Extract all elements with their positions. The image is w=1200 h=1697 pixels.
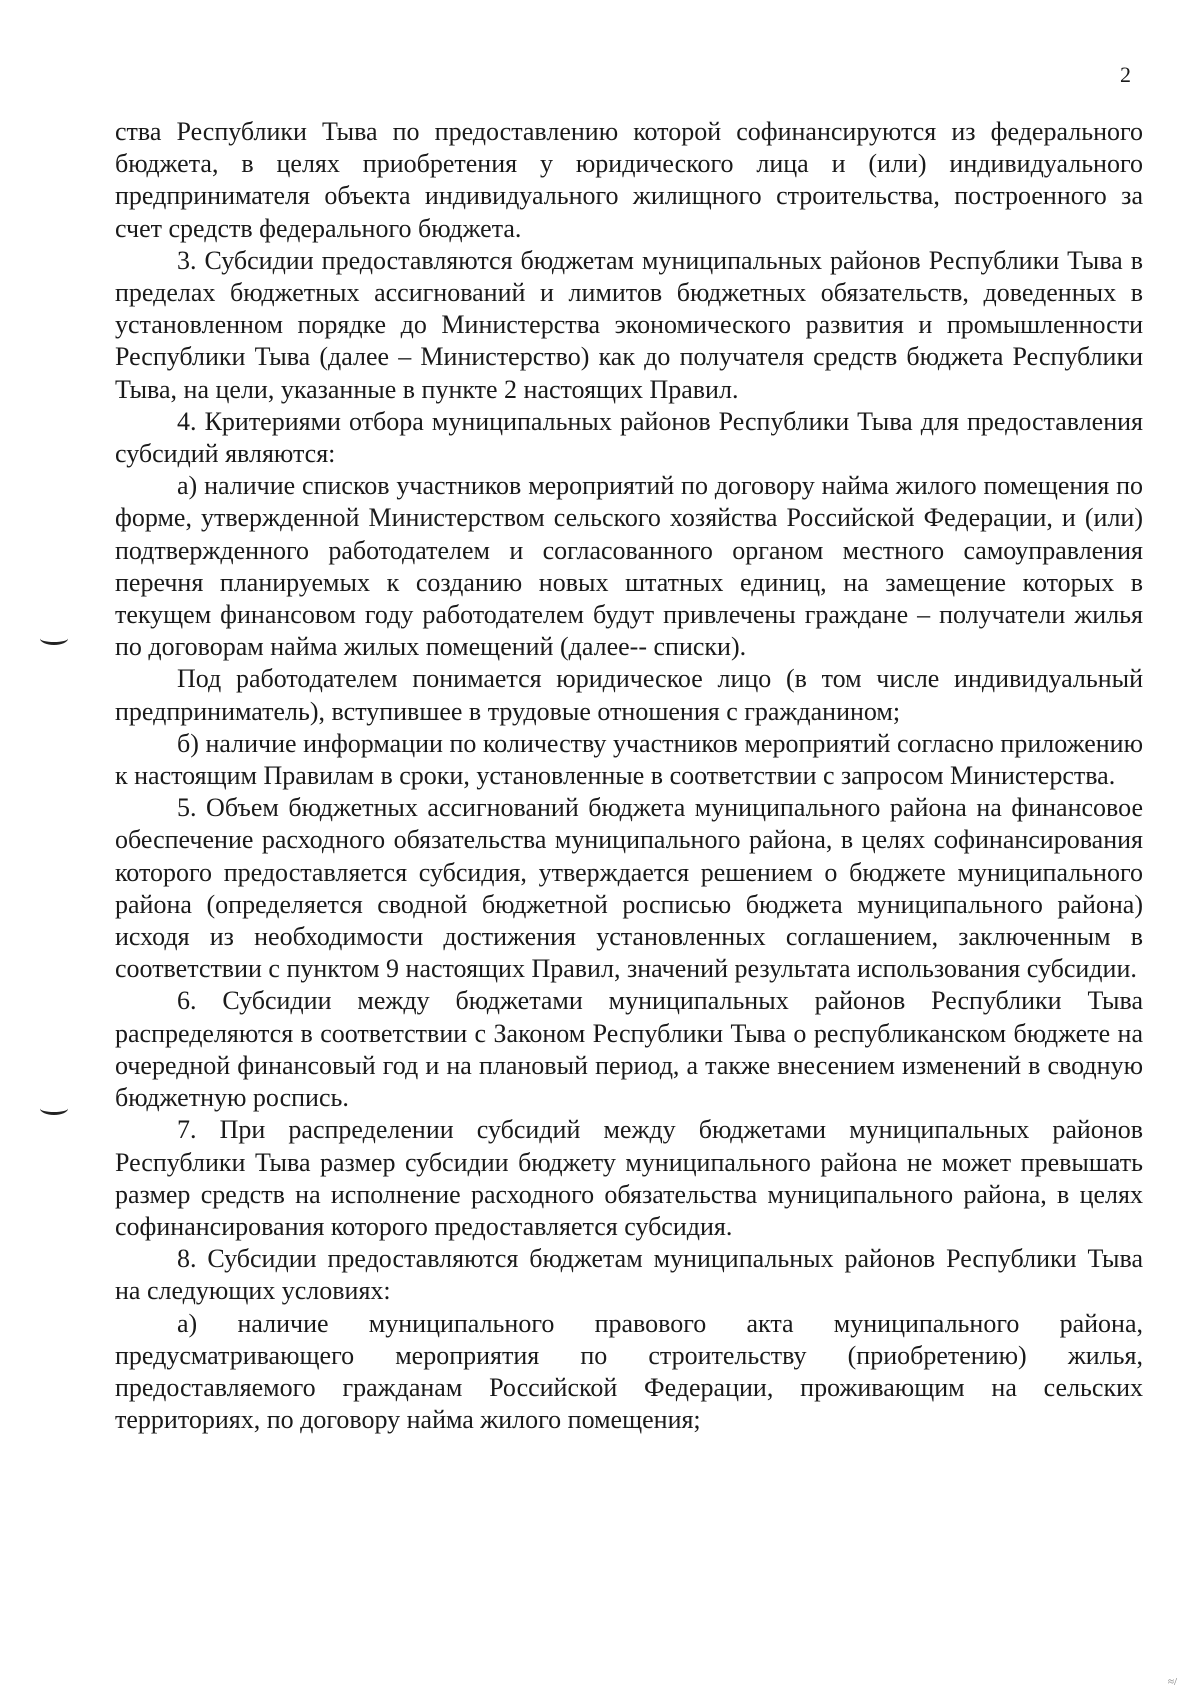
paragraph-item-8a: а) наличие муниципального правового акта муниципального района, предусматривающего мероприятия по строительству (приобретению) жилья, предоставляемого гражданам Российской Федерации, проживающим на сельских территориях, по договору найма жилого помещения;: [115, 1308, 1143, 1435]
paragraph-item-4b: б) наличие информации по количеству участников мероприятий согласно приложению к настоящим Правилам в сроки, установленные в соответствии с запросом Министерства.: [115, 728, 1143, 791]
paragraph-continuation: ства Республики Тыва по предоставлению которой софинансируются из федерального бюджета, в целях приобретения у юридического лица и (или) индивидуального предпринимателя объекта индивидуального жилищного строительства, построенного за счет средств федерального бюджета.: [115, 117, 1143, 243]
paragraph-item-4: 4. Критериями отбора муниципальных районов Республики Тыва для предоставления субсидий являются:: [115, 406, 1143, 469]
scan-mark: ≈/: [1168, 1676, 1178, 1688]
margin-mark-icon: [40, 1102, 68, 1115]
paragraph-item-8: 8. Субсидии предоставляются бюджетам муниципальных районов Республики Тыва на следующих условиях:: [115, 1244, 1143, 1306]
paragraph-item-4a: а) наличие списков участников мероприятий по договору найма жилого помещения по форме, утвержденной Министерством сельского хозяйства Российской Федерации, и (или) подтвержденного работодателем и согласованного органом местного самоуправления перечня планируемых к созданию новых штатных единиц, на замещение которых в текущем финансовом году работодателем будут привлечены граждане – получатели жилья по договорам найма жилых помещений (далее-- списки).: [115, 471, 1143, 662]
paragraph-item-7: 7. При распределении субсидий между бюджетами муниципальных районов Республики Тыва размер субсидии бюджету муниципального района не может превышать размер средств на исполнение расходного обязательства муниципального района, в целях софинансирования которого предоставляется субсидия.: [115, 1115, 1143, 1241]
paragraph-item-6: 6. Субсидии между бюджетами муниципальных районов Республики Тыва распределяются в соответствии с Законом Республики Тыва о республиканском бюджете на очередной финансовый год и на плановый период, а также внесением изменений в сводную бюджетную роспись.: [115, 986, 1143, 1113]
paragraph-item-3: 3. Субсидии предоставляются бюджетам муниципальных районов Республики Тыва в пределах бюджетных ассигнований и лимитов бюджетных обязательств, доведенных в установленном порядке до Министерства экономического развития и промышленности Республики Тыва (далее – Министерство) как до получателя средств бюджета Республики Тыва, на цели, указанные в пункте 2 настоящих Правил.: [115, 245, 1143, 404]
paragraph-employer-definition: Под работодателем понимается юридическое лицо (в том числе индивидуальный предприниматель), вступившее в трудовые отношения с гражданином;: [115, 664, 1143, 726]
document-body: [115, 116, 1143, 1436]
paragraph-item-5: 5. Объем бюджетных ассигнований бюджета муниципального района на финансовое обеспечение расходного обязательства муниципального района, в целях софинансирования которого предоставляется субсидия, утверждается решением о бюджете муниципального района (определяется сводной бюджетной росписью бюджета муниципального района) исходя из необходимости достижения установленных соглашением, заключенным в соответствии с пунктом 9 настоящих Правил, значений результата использования субсидии.: [115, 793, 1143, 984]
margin-mark-icon: [40, 632, 68, 645]
page-number: 2: [1120, 62, 1131, 87]
